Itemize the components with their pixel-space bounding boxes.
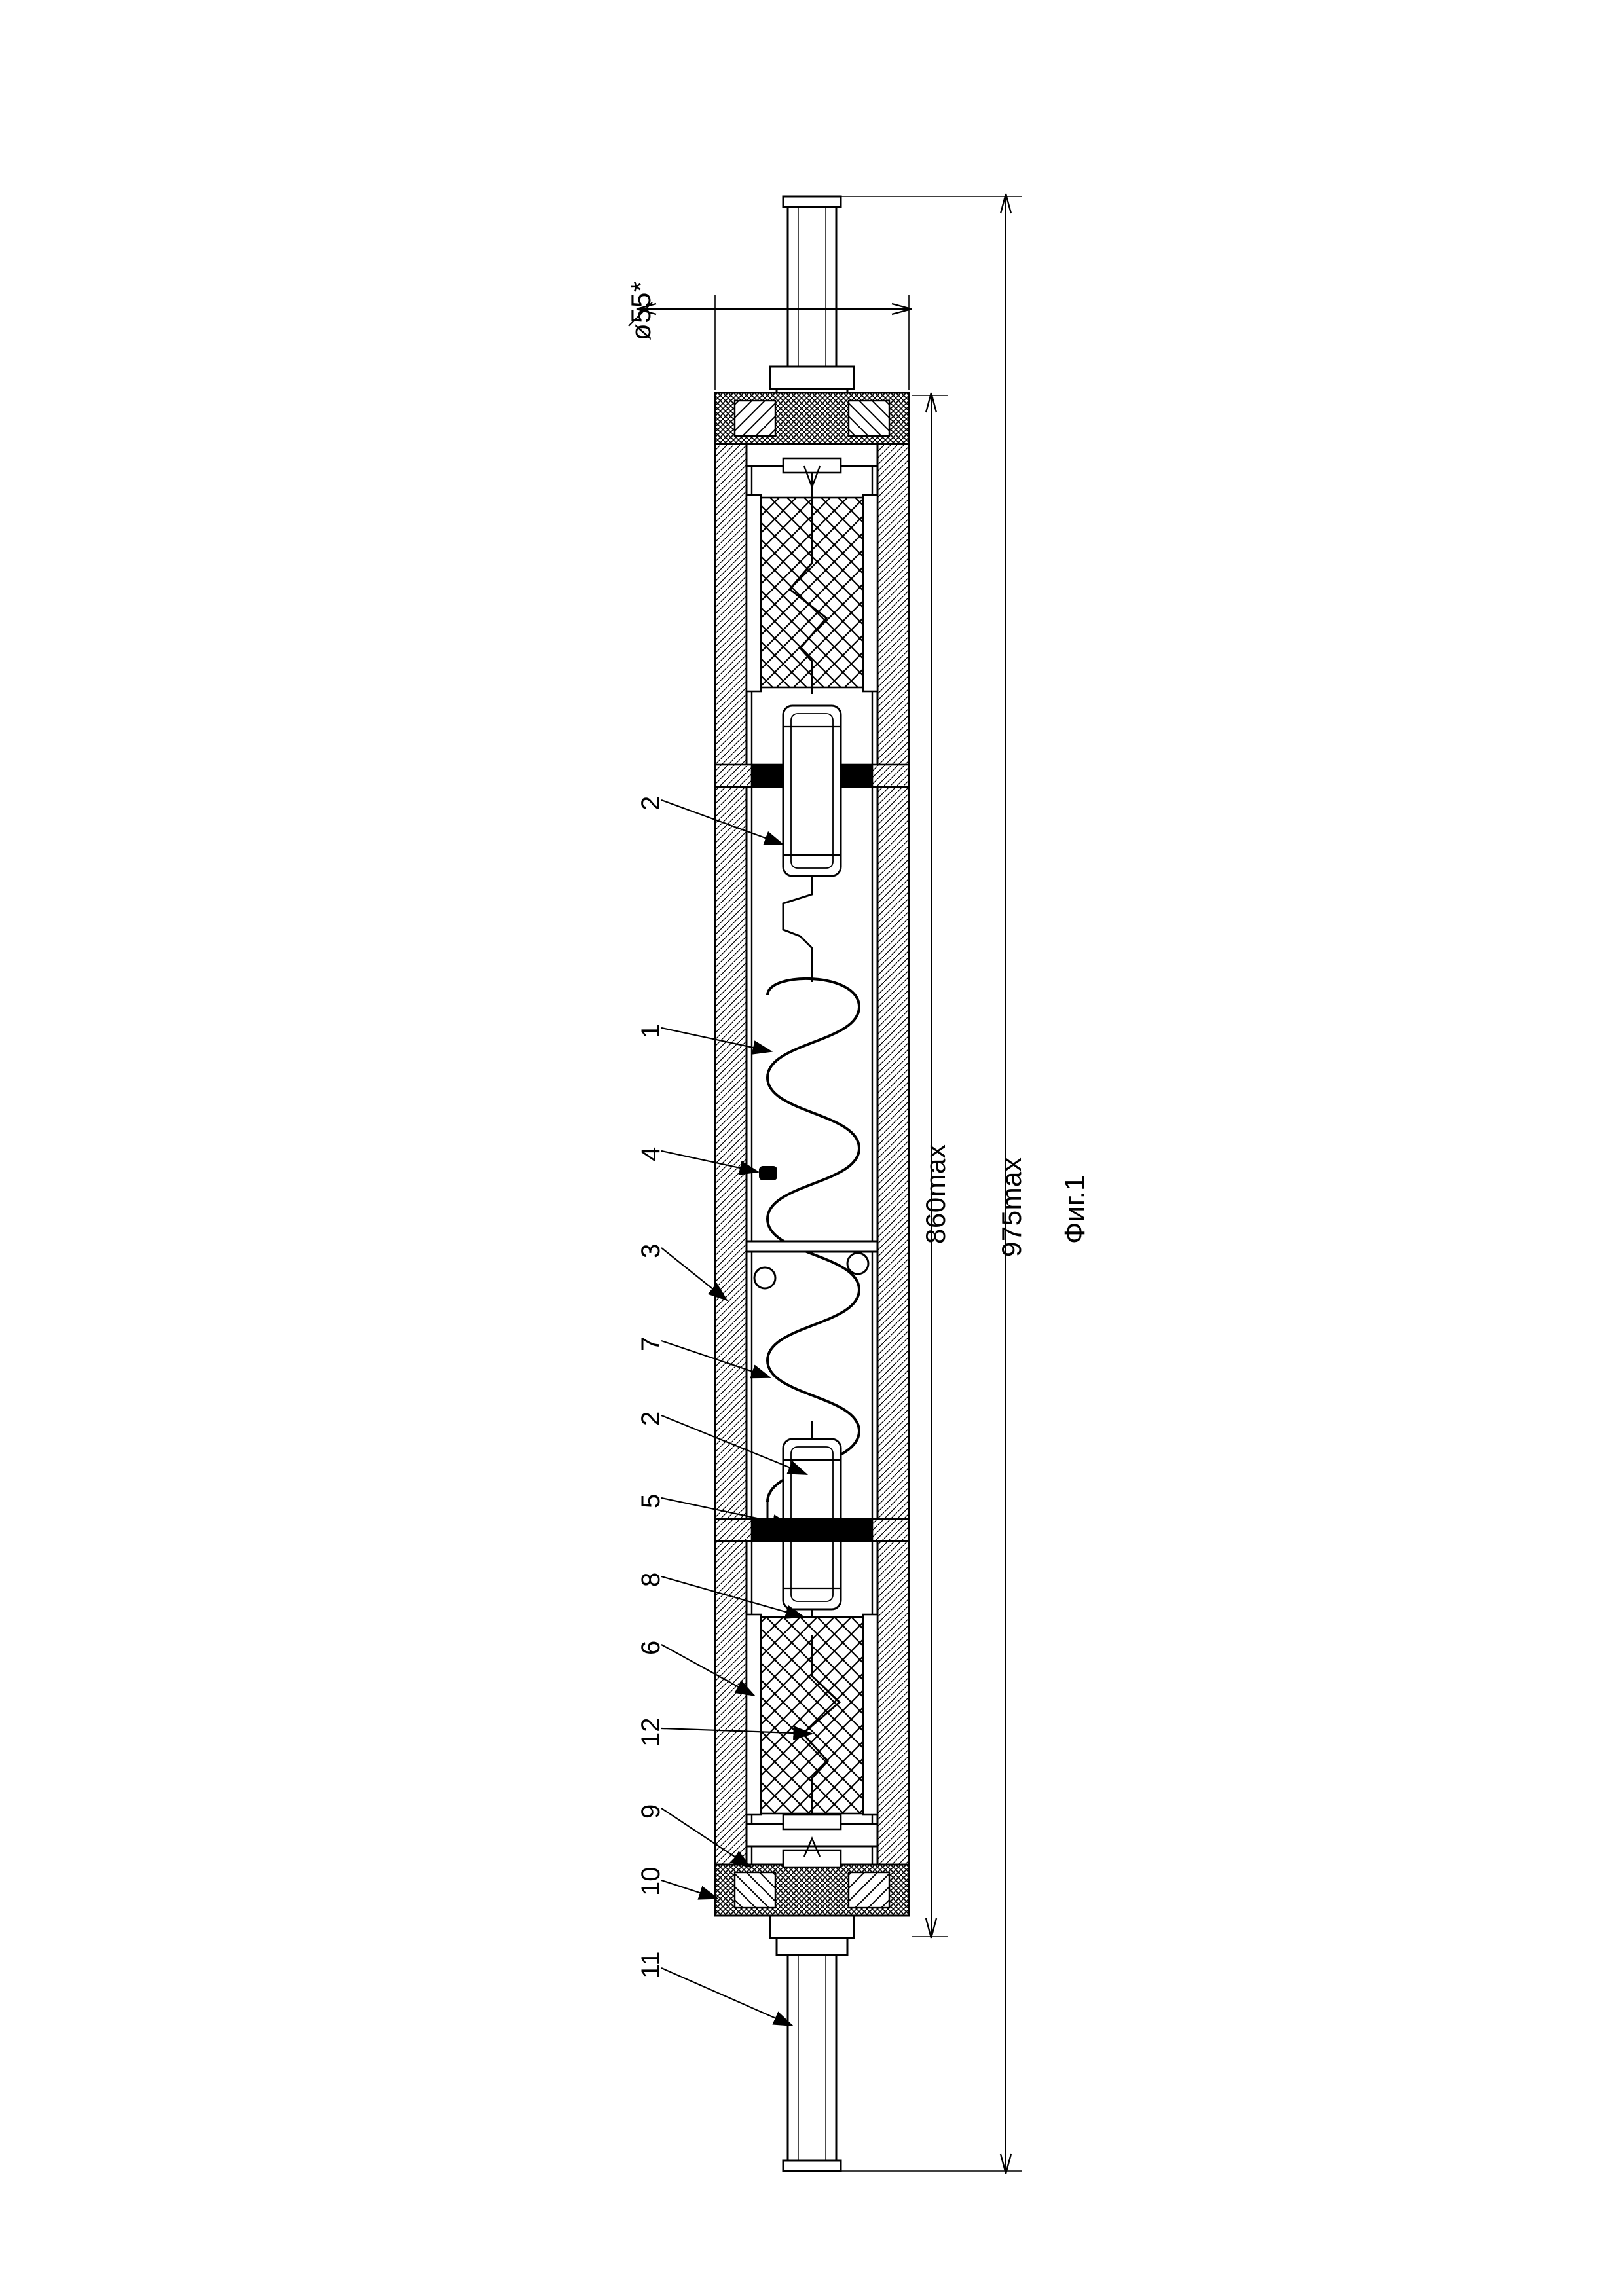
- callout-11: 11: [637, 1951, 665, 1978]
- callout-1: 1: [637, 1023, 665, 1038]
- callout-6: 6: [637, 1640, 665, 1655]
- callout-12: 12: [637, 1717, 665, 1747]
- callout-10: 10: [637, 1867, 665, 1896]
- callout-9: 9: [637, 1804, 665, 1819]
- callout-8: 8: [637, 1572, 665, 1587]
- callout-2-upper: 2: [637, 795, 665, 811]
- dimension-975max: 975max: [996, 1157, 1027, 1257]
- callout-2-lower: 2: [637, 1411, 665, 1426]
- callout-3: 3: [637, 1243, 665, 1258]
- callout-7: 7: [637, 1336, 665, 1351]
- figure-caption: Фиг.1: [1059, 1175, 1091, 1244]
- dimension-860max: 860max: [920, 1144, 951, 1244]
- callout-4: 4: [637, 1146, 665, 1161]
- dimension-diameter-55: ø55*: [625, 281, 656, 340]
- callout-5: 5: [637, 1493, 665, 1508]
